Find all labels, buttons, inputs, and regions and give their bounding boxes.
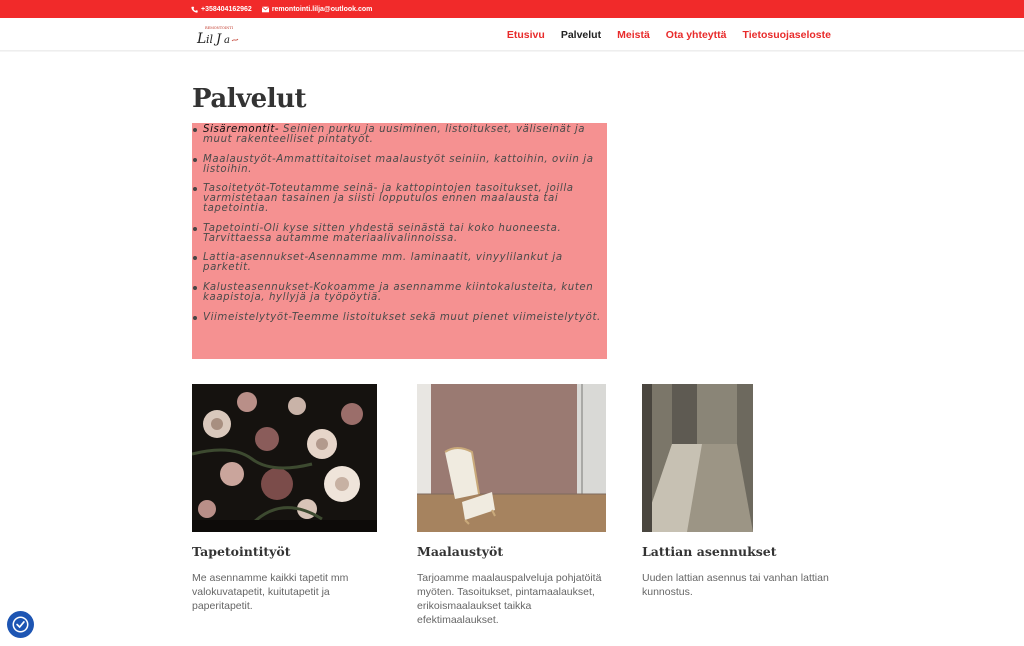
card-title: Tapetointityöt (192, 544, 291, 559)
email-address: remontointi.lilja@outlook.com (271, 5, 373, 13)
service-item (203, 313, 601, 323)
phone-icon (191, 6, 198, 13)
svg-text:a: a (224, 35, 230, 46)
card-text: Uuden lattian asennus tai vanhan lattian kunnostus. (642, 572, 829, 598)
nav-meista[interactable]: Meistä (617, 28, 650, 41)
svg-text:REMONTOINTI: REMONTOINTI (205, 26, 234, 30)
floor-room-image (642, 384, 753, 532)
service-text: Maalaustyöt-Ammattitaitoiset maalaustyöt seiniin, kattoihin, oviin ja listoihin. (203, 153, 594, 175)
service-text: Lattia-asennukset-Asennamme mm. laminaatit, vinyylilankut ja parketit. (203, 252, 563, 274)
phone-contact[interactable] (191, 6, 252, 13)
card-text: Tarjoamme maalauspalveluja pohjatöitä myöten. Tasoitukset, pintamaalaukset, erikoismaalaukset taikka efektimaalaukset. (417, 572, 602, 626)
service-item (203, 125, 601, 145)
nav-tietosuojaseloste[interactable]: Tietosuojaseloste (742, 28, 831, 41)
site-logo[interactable] (192, 24, 242, 46)
envelope-icon (262, 6, 269, 13)
card-tapetointi (192, 384, 377, 613)
svg-text:il: il (206, 33, 214, 46)
service-item (203, 184, 601, 214)
service-text: Tasoitetyöt-Toteutamme seinä- ja kattopintojen tasoitukset, joilla varmistetaan tasainen ja siisti lopputulos ennen maalausta tai tapetointia. (203, 183, 574, 215)
service-item (203, 155, 601, 175)
accessibility-button[interactable] (7, 611, 34, 638)
card-maalaus (417, 384, 606, 627)
services-list (203, 125, 601, 323)
page-title: Palvelut (192, 84, 307, 114)
phone-number: +358404162962 (201, 5, 252, 13)
nav-ota-yhteytta[interactable]: Ota yhteyttä (665, 28, 727, 41)
nav-palvelut[interactable]: Palvelut (560, 28, 602, 41)
card-image-floor (642, 384, 753, 532)
floral-wallpaper-image (192, 384, 377, 532)
svg-text:L: L (197, 31, 207, 46)
accessibility-icon (12, 616, 29, 633)
service-text: Tapetointi-Oli kyse sitten yhdestä seinästä tai koko huoneesta. Tarvittaessa autamme materiaalivalinnoissa. (203, 222, 562, 244)
service-item (203, 224, 601, 244)
service-item (203, 283, 601, 303)
email-contact[interactable] (262, 6, 373, 13)
nav-etusivu[interactable]: Etusivu (506, 28, 545, 41)
services-list-box (192, 123, 607, 359)
site-header (0, 18, 1024, 51)
service-text: Seinien purku ja uusiminen, listoitukset, väliseinät ja muut rakenteelliset pintatyöt. (203, 124, 586, 145)
service-text: Viimeistelytyöt-Teemme listoitukset sekä muut pienet viimeistelytyöt. (203, 311, 601, 323)
card-image-painted-room (417, 384, 606, 532)
top-bar (0, 0, 1024, 18)
painted-room-image (417, 384, 606, 532)
service-lead: Sisäremontit- (203, 124, 280, 135)
svg-text:J: J (216, 32, 222, 46)
card-title: Maalaustyöt (417, 544, 504, 559)
card-lattia (642, 384, 832, 599)
card-text: Me asennamme kaikki tapetit mm valokuvatapetit, kuitutapetit ja paperitapetit. (192, 572, 349, 612)
main-nav (507, 18, 831, 51)
card-title: Lattian asennukset (642, 544, 777, 559)
service-item (203, 253, 601, 273)
service-text: Kalusteasennukset-Kokoamme ja asennamme kiintokalusteita, kuten kaapistoja, hyllyjä ja työpöytiä. (203, 281, 594, 303)
card-image-wallpaper (192, 384, 377, 532)
